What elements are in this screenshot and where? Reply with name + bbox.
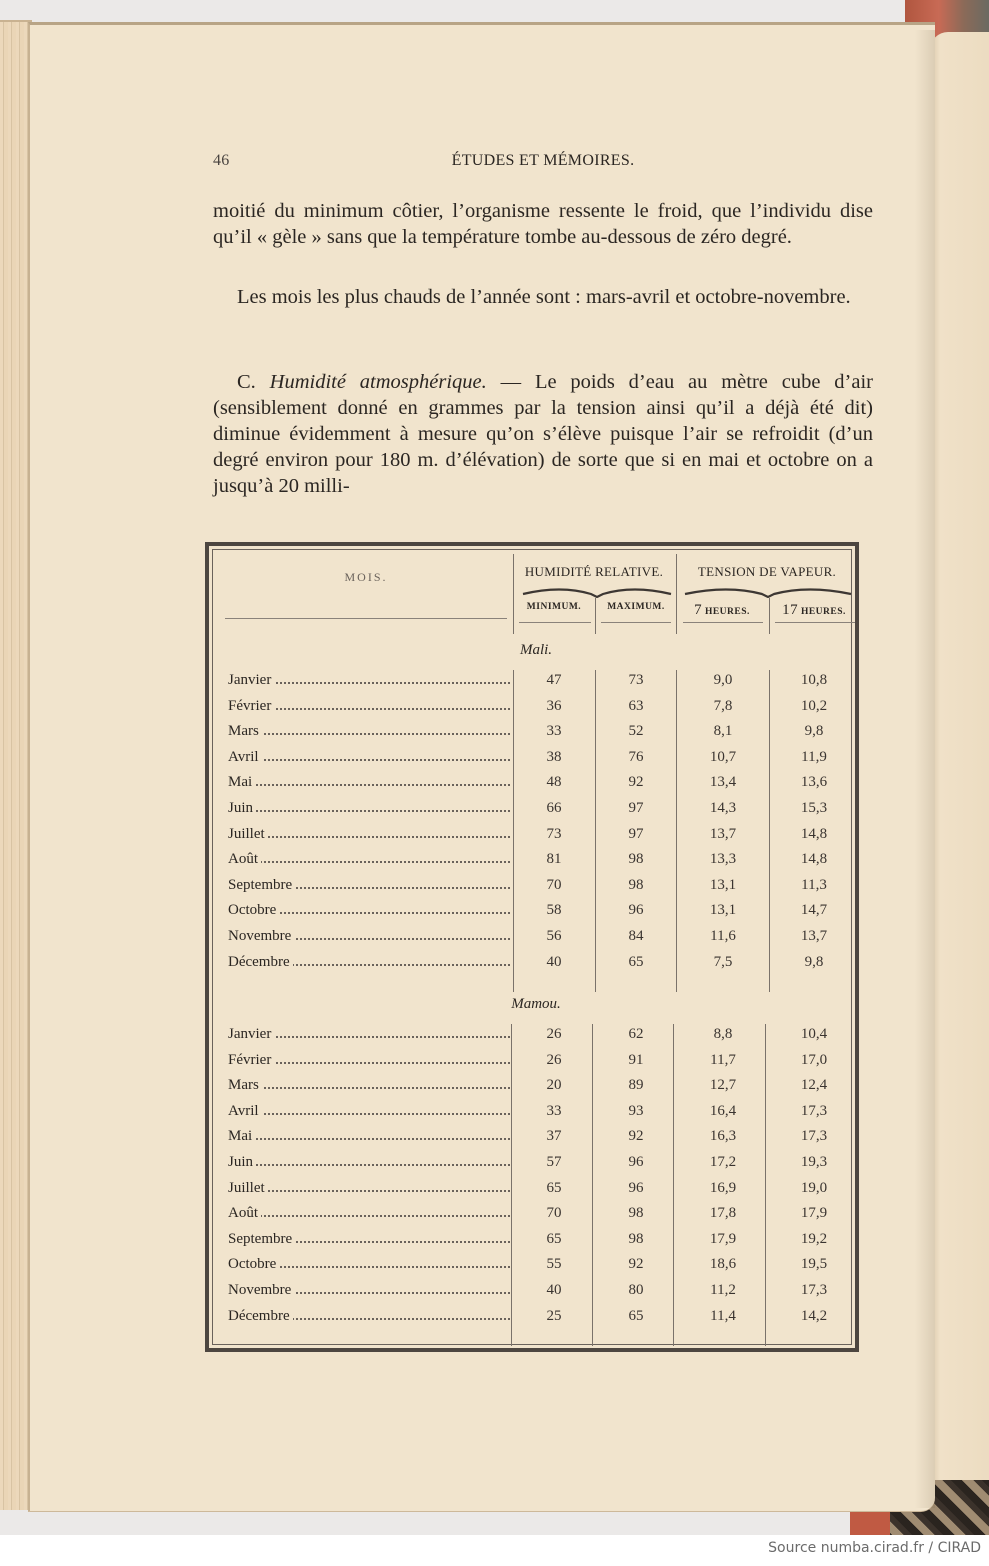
paragraph-3: C. Humidité atmosphérique. — Le poids d’eau au mètre cube d’air (sensiblement donné en grammes par la tension ainsi qu’il a déjà été dit) diminue évidemment à mesure qu’on s’élève puisque l’air se refroidit (d’un degré environ pour 180 m. d’élévation) de sorte que si en mai et octobre on a jusqu’à 20 milli- xyxy=(213,371,873,497)
header-17-heures: 17 HEURES. xyxy=(782,602,846,618)
tension-7h-cell: 17,8 xyxy=(709,1205,737,1222)
table-row xyxy=(209,698,855,723)
humidity-min-cell: 33 xyxy=(546,723,562,740)
humidity-min-cell: 81 xyxy=(546,851,562,868)
tension-7h-cell: 16,3 xyxy=(709,1128,737,1145)
month-cell: Septembre xyxy=(228,877,510,894)
tension-7h-cell: 13,3 xyxy=(709,851,737,868)
paragraph-1: moitié du minimum côtier, l’organisme ressente le froid, que l’individu dise qu’il « gèle » sans que la température tombe au-dessous de zéro degré. xyxy=(213,200,873,248)
tension-17h-cell: 19,5 xyxy=(800,1256,828,1273)
table-row xyxy=(209,826,855,851)
month-cell: Octobre xyxy=(228,902,510,919)
brace-ornament xyxy=(683,586,853,598)
tension-17h-cell: 9,8 xyxy=(804,723,824,740)
header-rule xyxy=(683,622,763,623)
tension-7h-cell: 11,4 xyxy=(710,1307,736,1324)
table-row xyxy=(209,954,855,979)
humidity-min-cell: 47 xyxy=(546,672,562,688)
humidity-max-cell: 91 xyxy=(628,1051,644,1068)
humidity-max-cell: 80 xyxy=(628,1282,644,1298)
humidity-max-cell: 98 xyxy=(628,876,644,893)
header-minimum: MINIMUM. xyxy=(526,602,582,612)
month-cell: Novembre xyxy=(228,1282,510,1299)
month-cell: Avril xyxy=(228,1103,510,1120)
humidity-max-cell: 65 xyxy=(628,953,644,970)
humidity-max-cell: 92 xyxy=(628,1256,644,1273)
month-cell: Février xyxy=(228,698,510,715)
humidity-min-cell: 26 xyxy=(546,1051,562,1068)
month-cell: Août xyxy=(228,851,510,868)
table-row xyxy=(209,1180,855,1205)
humidity-max-cell: 98 xyxy=(628,1230,644,1247)
tension-7h-cell: 11,2 xyxy=(710,1282,736,1298)
table-row xyxy=(209,902,855,927)
tension-7h-cell: 9,0 xyxy=(713,672,733,688)
humidity-min-cell: 26 xyxy=(546,1026,562,1042)
table-row xyxy=(209,1154,855,1179)
table-row xyxy=(209,1052,855,1077)
table-row xyxy=(209,1205,855,1230)
month-cell: Août xyxy=(228,1205,510,1222)
table-row xyxy=(209,749,855,774)
humidity-max-cell: 96 xyxy=(628,1179,644,1196)
month-cell: Janvier xyxy=(228,672,510,689)
tension-7h-cell: 11,7 xyxy=(710,1051,736,1068)
humidity-max-cell: 92 xyxy=(628,774,644,791)
header-rule xyxy=(519,622,591,623)
running-head xyxy=(213,152,873,176)
table-row xyxy=(209,1077,855,1102)
humidity-min-cell: 58 xyxy=(546,902,562,919)
header-rule xyxy=(775,622,855,623)
tension-7h-cell: 16,4 xyxy=(709,1102,737,1119)
header-maximum: MAXIMUM. xyxy=(607,602,665,612)
tension-7h-cell: 7,8 xyxy=(713,697,733,714)
tension-7h-cell: 17,9 xyxy=(709,1230,737,1247)
humidity-max-cell: 97 xyxy=(628,825,644,842)
tension-17h-cell: 19,0 xyxy=(800,1179,828,1196)
table-row xyxy=(209,774,855,799)
month-cell: Janvier xyxy=(228,1026,510,1043)
tension-17h-cell: 14,8 xyxy=(800,851,828,868)
month-cell: Décembre xyxy=(228,1308,510,1325)
humidity-max-cell: 76 xyxy=(628,748,644,765)
tension-7h-cell: 11,6 xyxy=(710,928,736,944)
humidity-min-cell: 66 xyxy=(546,800,562,816)
header-mois: MOIS. xyxy=(344,570,388,584)
table-row xyxy=(209,877,855,902)
humidity-max-cell: 97 xyxy=(628,800,644,816)
table-row xyxy=(209,1256,855,1281)
tension-17h-cell: 19,2 xyxy=(800,1230,828,1247)
humidity-min-cell: 40 xyxy=(546,953,562,970)
table-row xyxy=(209,1231,855,1256)
tension-7h-cell: 14,3 xyxy=(709,800,737,816)
humidity-max-cell: 96 xyxy=(628,902,644,919)
tension-7h-cell: 16,9 xyxy=(709,1179,737,1196)
tension-7h-cell: 13,1 xyxy=(709,876,737,893)
month-cell: Mai xyxy=(228,774,510,791)
humidity-min-cell: 37 xyxy=(546,1128,562,1145)
humidity-min-cell: 33 xyxy=(546,1102,562,1119)
table-row xyxy=(209,1282,855,1307)
month-cell: Mars xyxy=(228,1077,510,1094)
page-number: 46 xyxy=(213,152,230,169)
table-row xyxy=(209,1026,855,1051)
humidity-max-cell: 73 xyxy=(628,672,644,688)
tension-7h-cell: 8,8 xyxy=(713,1026,733,1042)
tension-17h-cell: 17,3 xyxy=(800,1282,828,1298)
month-cell: Juillet xyxy=(228,826,510,843)
month-cell: Juin xyxy=(228,1154,510,1171)
tension-17h-cell: 17,9 xyxy=(800,1205,828,1222)
table-row xyxy=(209,928,855,953)
brace-ornament xyxy=(521,586,673,598)
table-row xyxy=(209,672,855,697)
humidity-max-cell: 63 xyxy=(628,697,644,714)
section-title-mamou: Mamou. xyxy=(511,996,561,1012)
tension-17h-cell: 17,0 xyxy=(800,1051,828,1068)
humidity-min-cell: 57 xyxy=(546,1154,562,1170)
humidity-max-cell: 65 xyxy=(628,1307,644,1324)
humidity-max-cell: 92 xyxy=(628,1128,644,1145)
tension-17h-cell: 14,7 xyxy=(800,902,828,919)
tension-7h-cell: 17,2 xyxy=(709,1154,737,1170)
tension-7h-cell: 13,1 xyxy=(709,902,737,919)
tension-7h-cell: 10,7 xyxy=(709,748,737,765)
tension-17h-cell: 11,3 xyxy=(801,876,827,893)
humidity-min-cell: 70 xyxy=(546,1205,562,1222)
tension-17h-cell: 13,7 xyxy=(800,928,828,944)
tension-17h-cell: 14,8 xyxy=(800,825,828,842)
humidity-min-cell: 65 xyxy=(546,1230,562,1247)
humidity-min-cell: 20 xyxy=(546,1077,562,1094)
tension-17h-cell: 15,3 xyxy=(800,800,828,816)
month-cell: Avril xyxy=(228,749,510,766)
header-rule xyxy=(225,618,507,619)
humidity-min-cell: 73 xyxy=(546,825,562,842)
tension-17h-cell: 19,3 xyxy=(800,1154,828,1170)
humidity-max-cell: 89 xyxy=(628,1077,644,1094)
tension-17h-cell: 9,8 xyxy=(804,953,824,970)
column-rule xyxy=(513,554,514,634)
table-row xyxy=(209,1103,855,1128)
running-title: ÉTUDES ET MÉMOIRES. xyxy=(451,152,635,169)
humidity-min-cell: 48 xyxy=(546,774,562,791)
month-cell: Juin xyxy=(228,800,510,817)
humidity-max-cell: 62 xyxy=(628,1026,644,1042)
humidity-min-cell: 56 xyxy=(546,928,562,944)
paragraph-2: Les mois les plus chauds de l’année sont : mars-avril et octobre-novembre. xyxy=(237,286,851,308)
humidity-min-cell: 55 xyxy=(546,1256,562,1273)
tension-17h-cell: 10,8 xyxy=(800,672,828,688)
tension-7h-cell: 18,6 xyxy=(709,1256,737,1273)
month-cell: Octobre xyxy=(228,1256,510,1273)
column-rule xyxy=(595,598,596,634)
humidity-min-cell: 36 xyxy=(546,697,562,714)
month-cell: Septembre xyxy=(228,1231,510,1248)
humidity-max-cell: 96 xyxy=(628,1154,644,1170)
month-cell: Mars xyxy=(228,723,510,740)
tension-17h-cell: 10,2 xyxy=(800,697,828,714)
humidity-min-cell: 65 xyxy=(546,1179,562,1196)
humidity-min-cell: 25 xyxy=(546,1307,562,1324)
tension-17h-cell: 11,9 xyxy=(801,748,827,765)
month-cell: Mai xyxy=(228,1128,510,1145)
month-cell: Février xyxy=(228,1052,510,1069)
humidity-max-cell: 98 xyxy=(628,1205,644,1222)
table-row xyxy=(209,800,855,825)
month-cell: Décembre xyxy=(228,954,510,971)
month-cell: Novembre xyxy=(228,928,510,945)
tension-7h-cell: 7,5 xyxy=(713,953,733,970)
humidity-max-cell: 98 xyxy=(628,851,644,868)
humidity-min-cell: 40 xyxy=(546,1282,562,1298)
spine-shadow xyxy=(915,30,935,1508)
humidity-max-cell: 52 xyxy=(628,723,644,740)
header-tension-de-vapeur: TENSION DE VAPEUR. xyxy=(697,564,837,579)
month-cell: Juillet xyxy=(228,1180,510,1197)
humidity-table xyxy=(205,542,859,1352)
source-credit: Source numba.cirad.fr / CIRAD xyxy=(768,1540,981,1556)
section-title-mali: Mali. xyxy=(519,642,553,658)
humidity-max-cell: 93 xyxy=(628,1102,644,1119)
header-7-heures: 7 HEURES. xyxy=(694,602,750,618)
humidity-min-cell: 70 xyxy=(546,876,562,893)
table-row xyxy=(209,723,855,748)
tension-17h-cell: 13,6 xyxy=(800,774,828,791)
humidity-min-cell: 38 xyxy=(546,748,562,765)
column-rule xyxy=(769,598,770,634)
tension-17h-cell: 14,2 xyxy=(800,1307,828,1324)
header-rule xyxy=(601,622,671,623)
tension-17h-cell: 10,4 xyxy=(800,1026,828,1042)
column-rule xyxy=(676,554,677,634)
table-row xyxy=(209,851,855,876)
table-row xyxy=(209,1308,855,1333)
humidity-max-cell: 84 xyxy=(628,928,644,944)
tension-17h-cell: 17,3 xyxy=(800,1128,828,1145)
tension-17h-cell: 12,4 xyxy=(800,1077,828,1094)
tension-17h-cell: 17,3 xyxy=(800,1102,828,1119)
tension-7h-cell: 13,7 xyxy=(709,825,737,842)
next-page-edge xyxy=(930,32,989,1487)
tension-7h-cell: 8,1 xyxy=(713,723,733,740)
table-row xyxy=(209,1128,855,1153)
section-heading-humidite: Humidité atmosphérique. xyxy=(269,371,487,393)
tension-7h-cell: 13,4 xyxy=(709,774,737,791)
tension-7h-cell: 12,7 xyxy=(709,1077,737,1094)
header-humidite-relative: HUMIDITÉ RELATIVE. xyxy=(524,564,664,579)
